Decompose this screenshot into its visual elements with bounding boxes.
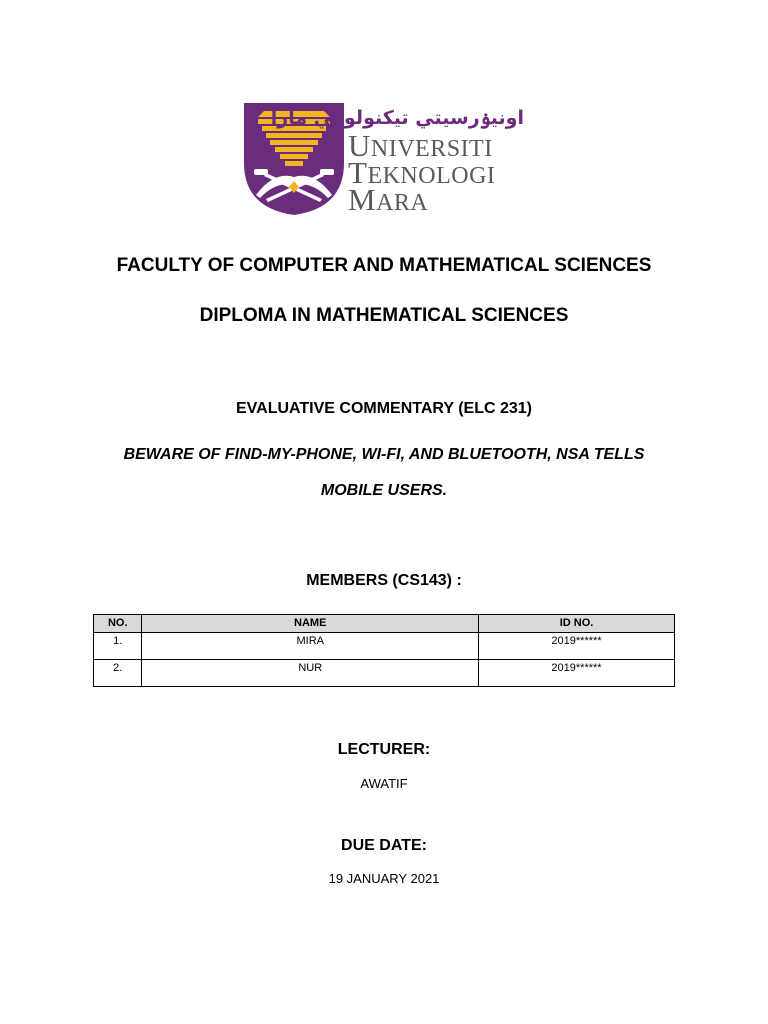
- members-table: [93, 614, 675, 687]
- logo-initial-m: M: [348, 182, 377, 217]
- member-no: 2.: [94, 660, 142, 687]
- members-heading: MEMBERS (CS143) :: [306, 572, 462, 589]
- jawi-script-name: [270, 102, 526, 132]
- member-name: MIRA: [142, 633, 479, 660]
- logo-rest-universiti: NIVERSITI: [370, 136, 493, 162]
- member-id: 2019******: [479, 633, 675, 660]
- member-no: 1.: [94, 633, 142, 660]
- member-name: NUR: [142, 660, 479, 687]
- logo-word-mara: [348, 182, 429, 217]
- table-row: [94, 660, 675, 687]
- jawi-text: اونيۏرسيتي تيكنولوڬي مارا: [270, 107, 524, 129]
- logo-word-universiti: [348, 128, 493, 163]
- due-date-label: DUE DATE:: [341, 837, 427, 854]
- faculty-heading: FACULTY OF COMPUTER AND MATHEMATICAL SCIENCES: [116, 255, 652, 276]
- assignment-title-line2: MOBILE USERS.: [320, 482, 448, 499]
- column-header-no: NO.: [94, 615, 142, 633]
- column-header-name: NAME: [142, 615, 479, 633]
- column-header-id: ID NO.: [479, 615, 675, 633]
- logo-initial-t: T: [348, 155, 368, 190]
- member-id: 2019******: [479, 660, 675, 687]
- logo-rest-mara: ARA: [376, 190, 429, 216]
- diploma-heading: DIPLOMA IN MATHEMATICAL SCIENCES: [199, 305, 569, 326]
- lecturer-name: AWATIF: [360, 776, 408, 791]
- assignment-title-line1: BEWARE OF FIND-MY-PHONE, WI-FI, AND BLUETOOTH, NSA TELLS: [123, 446, 645, 463]
- table-header-row: [94, 615, 675, 633]
- university-logo: [240, 100, 530, 220]
- table-row: [94, 633, 675, 660]
- lecturer-label: LECTURER:: [337, 741, 431, 758]
- logo-rest-teknologi: EKNOLOGI: [367, 163, 496, 189]
- due-date-value: 19 JANUARY 2021: [328, 871, 440, 886]
- logo-initial-u: U: [348, 128, 371, 163]
- course-heading: EVALUATIVE COMMENTARY (ELC 231): [235, 400, 533, 417]
